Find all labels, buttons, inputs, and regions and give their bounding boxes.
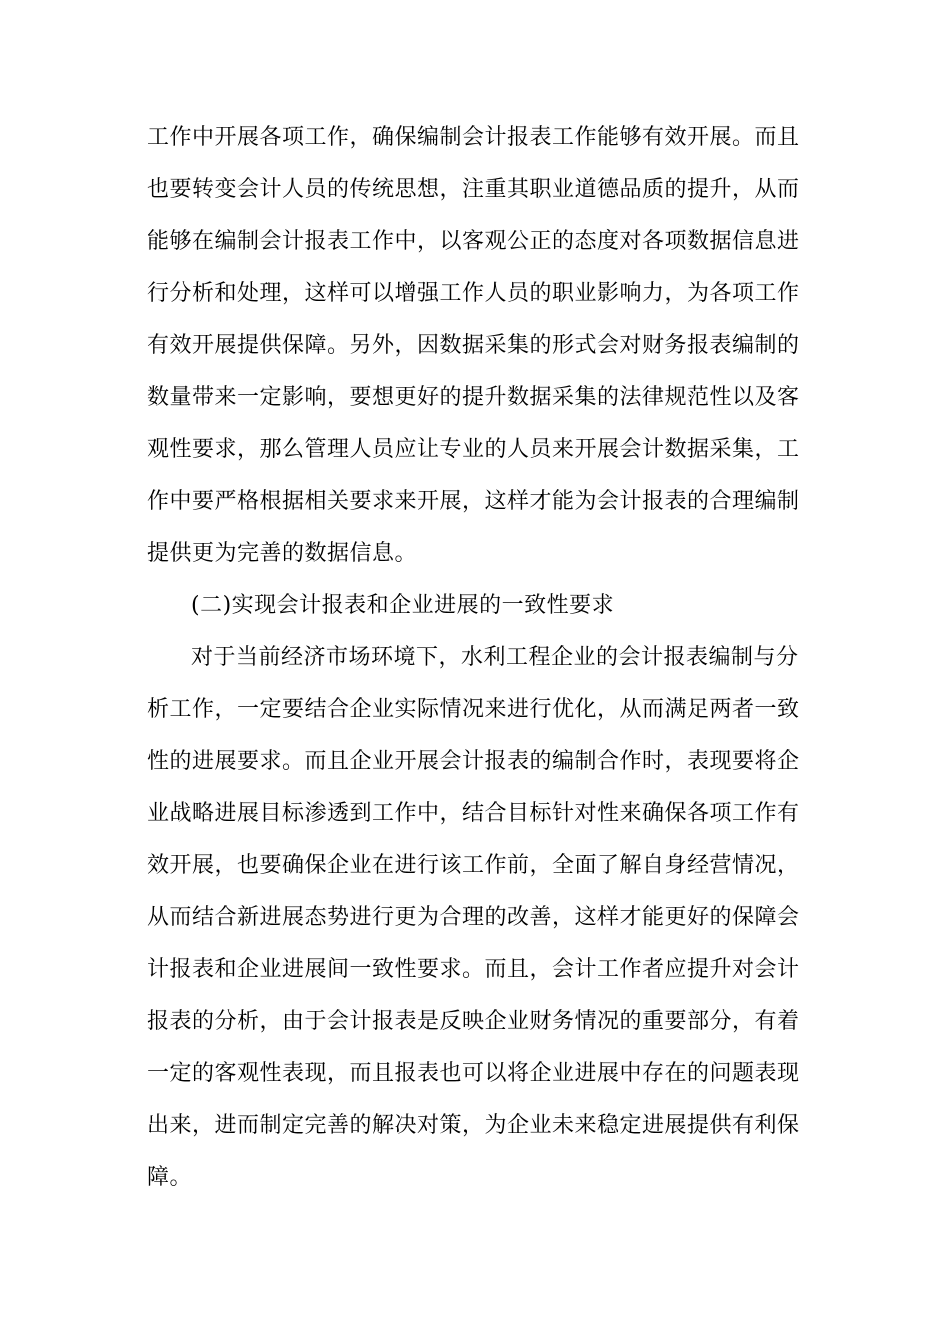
paragraph-line: 一定的客观性表现，而且报表也可以将企业进展中存在的问题表现 — [147, 1061, 800, 1086]
paragraph-line: 也要转变会计人员的传统思想，注重其职业道德品质的提升，从而 — [147, 177, 800, 202]
paragraph-line: 对于当前经济市场环境下，水利工程企业的会计报表编制与分 — [191, 645, 799, 670]
paragraph-line: 障。 — [147, 1165, 193, 1190]
paragraph-line: 有效开展提供保障。另外，因数据采集的形式会对财务报表编制的 — [147, 333, 800, 358]
paragraph-line: 能够在编制会计报表工作中，以客观公正的态度对各项数据信息进 — [147, 229, 800, 254]
paragraph-line: 数量带来一定影响，要想更好的提升数据采集的法律规范性以及客 — [147, 385, 800, 410]
paragraph-line: 效开展，也要确保企业在进行该工作前，全面了解自身经营情况， — [147, 853, 800, 878]
paragraph-line: 出来，进而制定完善的解决对策，为企业未来稳定进展提供有利保 — [147, 1113, 800, 1138]
paragraph-line: 性的进展要求。而且企业开展会计报表的编制合作时，表现要将企 — [147, 749, 800, 774]
paragraph-continued — [147, 112, 800, 1204]
paragraph-line: 提供更为完善的数据信息。 — [147, 541, 418, 566]
paragraph-line: 作中要严格根据相关要求来开展，这样才能为会计报表的合理编制 — [147, 489, 800, 514]
paragraph-line: 观性要求，那么管理人员应让专业的人员来开展会计数据采集，工 — [147, 437, 800, 462]
paragraph-line: 析工作，一定要结合企业实际情况来进行优化，从而满足两者一致 — [147, 697, 800, 722]
paragraph-line: 行分析和处理，这样可以增强工作人员的职业影响力，为各项工作 — [147, 281, 800, 306]
paragraph-line: 从而结合新进展态势进行更为合理的改善，这样才能更好的保障会 — [147, 905, 800, 930]
paragraph-line: 计报表和企业进展间一致性要求。而且，会计工作者应提升对会计 — [147, 957, 800, 982]
paragraph-line: 报表的分析，由于会计报表是反映企业财务情况的重要部分，有着 — [147, 1009, 800, 1034]
paragraph-line: 业战略进展目标渗透到工作中，结合目标针对性来确保各项工作有 — [147, 801, 800, 826]
paragraph-line: 工作中开展各项工作，确保编制会计报表工作能够有效开展。而且 — [147, 125, 800, 150]
section-heading: (二)实现会计报表和企业进展的一致性要求 — [191, 593, 615, 618]
